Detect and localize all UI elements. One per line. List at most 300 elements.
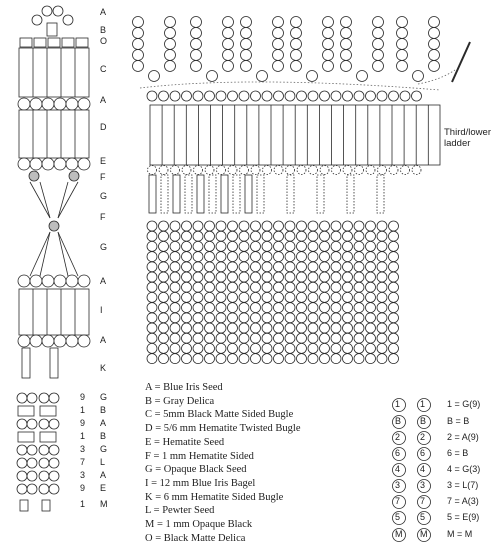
netting-bead: [354, 241, 364, 251]
netting-bead: [274, 272, 284, 282]
key-equivalence: B = B: [447, 416, 470, 426]
netting-bead: [331, 343, 341, 353]
netting-bead: [239, 282, 249, 292]
loop-bead: [273, 39, 284, 50]
thread: [58, 232, 78, 276]
netting-bead: [193, 282, 203, 292]
netting-bead: [147, 303, 157, 313]
netting-bead: [343, 303, 353, 313]
loop-bead: [341, 28, 352, 39]
loop-bead: [165, 61, 176, 72]
netting-bead: [331, 282, 341, 292]
dotted-bead: [274, 166, 283, 175]
seed-bead-a: [78, 275, 90, 287]
netting-bead: [228, 221, 238, 231]
fringe-bead: [39, 484, 49, 494]
fringe-count: 1: [80, 405, 86, 415]
loop-bead: [241, 28, 252, 39]
fringe-count: 3: [80, 444, 86, 454]
dotted-bead: [378, 166, 387, 175]
netting-bead: [297, 303, 307, 313]
netting-bead: [228, 241, 238, 251]
netting-bead: [308, 343, 318, 353]
hanging-bugle: [347, 175, 354, 213]
thread: [30, 182, 50, 218]
netting-bead: [297, 262, 307, 272]
hanging-bugle: [173, 175, 180, 213]
netting-bead: [193, 241, 203, 251]
loop-bead: [191, 17, 202, 28]
netting-bead: [308, 262, 318, 272]
dotted-bead: [228, 166, 237, 175]
netting-bead: [205, 323, 215, 333]
netting-bead: [205, 241, 215, 251]
netting-bead: [170, 282, 180, 292]
netting-bead: [389, 333, 399, 343]
netting-bead: [354, 262, 364, 272]
dotted-bead: [171, 166, 180, 175]
netting-bead: [354, 292, 364, 302]
dotted-bead: [148, 166, 157, 175]
netting-bead: [366, 262, 376, 272]
ladder-seed-top: [308, 91, 318, 101]
top-bead: [63, 15, 73, 25]
netting-bead: [274, 313, 284, 323]
seed-bead-a: [66, 275, 78, 287]
netting-bead: [170, 303, 180, 313]
thread: [40, 232, 50, 276]
netting-bead: [320, 313, 330, 323]
key-bead-label: 6: [420, 448, 426, 458]
legend-entry: K = 6 mm Hematite Sided Bugle: [145, 491, 284, 503]
netting-bead: [159, 303, 169, 313]
hanging-bugle: [287, 175, 294, 213]
loop-bead: [133, 17, 144, 28]
dotted-bead: [412, 166, 421, 175]
netting-bead: [285, 354, 295, 364]
netting-bead: [147, 282, 157, 292]
fringe-bead-code: G: [100, 392, 108, 402]
seed-bead-a: [78, 335, 90, 347]
netting-bead: [285, 313, 295, 323]
section-label: F: [100, 212, 106, 222]
section-label: I: [100, 305, 103, 315]
dotted-bead: [194, 166, 203, 175]
netting-bead: [354, 282, 364, 292]
fringe-bead: [39, 458, 49, 468]
netting-bead: [285, 343, 295, 353]
netting-bead: [239, 354, 249, 364]
fringe-bead: [17, 419, 27, 429]
dotted-bead: [355, 166, 364, 175]
fringe-bead: [49, 393, 59, 403]
loop-bead: [373, 17, 384, 28]
netting-bead: [205, 354, 215, 364]
fringe-bead: [17, 471, 27, 481]
section-c-frame: [19, 48, 89, 97]
dotted-bead: [343, 166, 352, 175]
netting-bead: [389, 252, 399, 262]
netting-bead: [159, 272, 169, 282]
netting-bead: [262, 262, 272, 272]
seed-bead-a: [66, 98, 78, 110]
netting-bead: [343, 323, 353, 333]
netting-bead: [182, 282, 192, 292]
netting-bead: [251, 313, 261, 323]
loop-bead: [341, 17, 352, 28]
fringe-bead: [39, 393, 49, 403]
netting-bead: [297, 292, 307, 302]
netting-bead: [251, 221, 261, 231]
netting-bead: [170, 313, 180, 323]
netting-bead: [389, 354, 399, 364]
loop-bead: [323, 50, 334, 61]
netting-bead: [354, 272, 364, 282]
fringe-bead: [39, 445, 49, 455]
key-bead-label: 7: [420, 496, 426, 506]
netting-bead: [251, 343, 261, 353]
netting-bead: [308, 272, 318, 282]
loop-bead: [397, 50, 408, 61]
netting-bead: [147, 354, 157, 364]
loop-bead: [273, 17, 284, 28]
loop-bead: [191, 61, 202, 72]
loop-bead: [291, 28, 302, 39]
netting-bead: [274, 292, 284, 302]
netting-bead: [193, 221, 203, 231]
netting-bead: [285, 272, 295, 282]
netting-bead: [251, 272, 261, 282]
loop-bead: [191, 50, 202, 61]
netting-bead: [147, 292, 157, 302]
seed-bead-a: [54, 275, 66, 287]
loop-bead: [133, 28, 144, 39]
netting-bead: [159, 241, 169, 251]
netting-bead: [193, 343, 203, 353]
key-equivalence: 7 = A(3): [447, 496, 479, 506]
netting-bead: [285, 303, 295, 313]
loop-bead: [191, 39, 202, 50]
netting-bead: [366, 221, 376, 231]
netting-bead: [366, 252, 376, 262]
loop-bead: [241, 17, 252, 28]
netting-bead: [216, 343, 226, 353]
netting-bead: [182, 241, 192, 251]
netting-bead: [308, 282, 318, 292]
section-label: C: [100, 64, 107, 74]
netting-bead: [320, 241, 330, 251]
netting-bead: [147, 221, 157, 231]
netting-bead: [262, 221, 272, 231]
netting-bead: [170, 292, 180, 302]
netting-bead: [170, 262, 180, 272]
hanging-bugle: [209, 175, 216, 213]
netting-bead: [170, 241, 180, 251]
netting-bead: [147, 272, 157, 282]
netting-bead: [274, 221, 284, 231]
netting-bead: [285, 323, 295, 333]
fringe-bead: [17, 445, 27, 455]
netting-bead: [297, 333, 307, 343]
fringe-count-row: [80, 484, 106, 493]
netting-bead: [262, 323, 272, 333]
delica-b: [48, 38, 60, 47]
ladder-seed-top: [262, 91, 272, 101]
key-equivalence: 4 = G(3): [447, 464, 481, 474]
ladder-seed-top: [182, 91, 192, 101]
netting-bead: [205, 252, 215, 262]
netting-bead: [389, 262, 399, 272]
netting-bead: [216, 241, 226, 251]
top-bead: [42, 6, 52, 16]
key-bead-label: 6: [395, 448, 401, 458]
netting-bead: [285, 262, 295, 272]
netting-bead: [343, 231, 353, 241]
netting-bead: [320, 292, 330, 302]
ladder-seed-top: [320, 91, 330, 101]
shaded-bead-f: [49, 221, 59, 231]
top-bead: [32, 15, 42, 25]
section-d-frame: [19, 110, 89, 158]
key-bead-label: 2: [420, 432, 426, 442]
loop-bead: [397, 39, 408, 50]
netting-bead: [239, 241, 249, 251]
netting-bead: [228, 313, 238, 323]
loop-bead: [273, 28, 284, 39]
netting-bead: [308, 221, 318, 231]
netting-bead: [285, 241, 295, 251]
netting-bead: [377, 323, 387, 333]
netting-bead: [193, 231, 203, 241]
top-bead: [53, 6, 63, 16]
key-bead-label: M: [395, 529, 403, 539]
seed-bead-a: [66, 335, 78, 347]
netting-bead: [366, 303, 376, 313]
seed-bead-a: [42, 98, 54, 110]
ladder-seed-top: [400, 91, 410, 101]
netting-bead: [147, 323, 157, 333]
dotted-bead: [205, 166, 214, 175]
section-i-frame: [19, 289, 89, 335]
netting-bead: [147, 313, 157, 323]
fringe-count-row: [80, 393, 107, 402]
netting-bead: [343, 292, 353, 302]
netting-bead: [205, 282, 215, 292]
dotted-bead: [217, 166, 226, 175]
netting-bead: [389, 221, 399, 231]
seed-bead-a: [30, 275, 42, 287]
netting-bead: [159, 282, 169, 292]
netting-bead: [366, 354, 376, 364]
netting-bead: [297, 272, 307, 282]
netting-bead: [228, 323, 238, 333]
netting-bead: [193, 262, 203, 272]
netting-bead: [182, 262, 192, 272]
needle: [452, 42, 470, 82]
legend-entry: M = 1 mm Opaque Black: [145, 519, 253, 530]
ladder-seed-top: [343, 91, 353, 101]
netting-bead: [216, 262, 226, 272]
netting-bead: [182, 333, 192, 343]
netting-bead: [331, 262, 341, 272]
seed-bead-e: [78, 158, 90, 170]
section-label: G: [100, 242, 108, 252]
fringe-count: 3: [80, 470, 86, 480]
key-bead-label: 5: [420, 512, 426, 522]
fringe-bead: [27, 484, 37, 494]
netting-bead: [193, 303, 203, 313]
netting-bead: [262, 313, 272, 323]
netting-bead: [366, 343, 376, 353]
shaded-bead-f: [29, 171, 39, 181]
netting-bead: [182, 252, 192, 262]
netting-bead: [320, 221, 330, 231]
netting-bead: [297, 241, 307, 251]
loop-bead: [241, 50, 252, 61]
thread: [40, 182, 50, 218]
loop-bead: [273, 61, 284, 72]
netting-bead: [262, 354, 272, 364]
dotted-bead: [320, 166, 329, 175]
netting-bead: [274, 252, 284, 262]
ladder-seed-top: [366, 91, 376, 101]
fringe-count: 7: [80, 457, 86, 467]
loop-bead-bottom: [357, 71, 368, 82]
netting-bead: [331, 252, 341, 262]
netting-bead: [297, 252, 307, 262]
netting-bead: [251, 323, 261, 333]
hanging-bugle: [185, 175, 192, 213]
delica-b: [62, 38, 74, 47]
netting-bead: [159, 354, 169, 364]
netting-bead: [182, 221, 192, 231]
loop-bead: [223, 39, 234, 50]
netting-bead: [159, 252, 169, 262]
netting-bead: [170, 272, 180, 282]
netting-bead: [262, 343, 272, 353]
loop-bead: [273, 50, 284, 61]
key-equivalence: 5 = E(9): [447, 512, 480, 522]
dotted-bead: [309, 166, 318, 175]
netting-bead: [331, 231, 341, 241]
netting-bead: [308, 303, 318, 313]
netting-bead: [147, 333, 157, 343]
seed-bead-a: [42, 275, 54, 287]
seed-bead-e: [66, 158, 78, 170]
key-bead-label: 4: [395, 464, 401, 474]
netting-bead: [182, 313, 192, 323]
netting-bead: [228, 272, 238, 282]
netting-bead: [239, 221, 249, 231]
loop-bead: [133, 50, 144, 61]
section-label: K: [100, 363, 107, 373]
dotted-bead: [159, 166, 168, 175]
legend-entry: E = Hematite Seed: [145, 436, 225, 448]
seed-bead-a: [18, 98, 30, 110]
loop-bead: [165, 50, 176, 61]
legend-entry: D = 5/6 mm Hematite Twisted Bugle: [145, 423, 301, 435]
fringe-bead: [27, 445, 37, 455]
key-bead-label: 2: [395, 432, 401, 442]
netting-bead: [262, 231, 272, 241]
seed-bead-a: [18, 275, 30, 287]
netting-bead: [377, 282, 387, 292]
ladder-seed-top: [412, 91, 422, 101]
ladder-seed-top: [216, 91, 226, 101]
netting-bead: [216, 354, 226, 364]
netting-bead: [274, 323, 284, 333]
loop-bead: [165, 39, 176, 50]
fringe-count-row: [80, 500, 108, 509]
loop-bead: [429, 61, 440, 72]
loop-bead: [429, 28, 440, 39]
netting-bead: [216, 272, 226, 282]
netting-bead: [159, 231, 169, 241]
netting-bead: [147, 262, 157, 272]
netting-bead: [239, 262, 249, 272]
netting-bead: [389, 313, 399, 323]
ladder-seed-top: [377, 91, 387, 101]
netting-bead: [331, 292, 341, 302]
fringe-delica: [40, 406, 56, 416]
loop-bead: [291, 61, 302, 72]
fringe-end: [42, 500, 50, 511]
legend-entry: C = 5mm Black Matte Sided Bugle: [145, 409, 294, 421]
key-equivalence: M = M: [447, 529, 473, 539]
hanging-bugle: [257, 175, 264, 213]
netting-bead: [147, 241, 157, 251]
netting-bead: [239, 313, 249, 323]
netting-bead: [182, 343, 192, 353]
netting-bead: [331, 272, 341, 282]
netting-bead: [297, 343, 307, 353]
key-bead-label: 3: [420, 480, 426, 490]
netting-bead: [285, 221, 295, 231]
legend-entry: B = Gray Delica: [145, 395, 215, 407]
loop-bead: [341, 39, 352, 50]
netting-bead: [182, 231, 192, 241]
key-equivalence: 6 = B: [447, 448, 469, 458]
fringe-count-row: [80, 445, 107, 454]
netting-bead: [366, 231, 376, 241]
key-bead-label: B: [395, 416, 402, 426]
key-bead-label: M: [420, 529, 428, 539]
fringe-delica: [18, 432, 34, 442]
netting-bead: [308, 313, 318, 323]
seed-bead-a: [30, 335, 42, 347]
key-bead-label: 4: [420, 464, 426, 474]
fringe-bead: [17, 484, 27, 494]
thread: [30, 232, 50, 276]
fringe-bead-code: A: [100, 470, 107, 480]
ladder-seed-top: [205, 91, 215, 101]
netting-bead: [343, 221, 353, 231]
netting-bead: [343, 333, 353, 343]
netting-bead: [159, 313, 169, 323]
netting-bead: [366, 272, 376, 282]
section-label: A: [100, 335, 107, 345]
netting-bead: [354, 354, 364, 364]
thread: [58, 182, 68, 218]
section-label: F: [100, 172, 106, 182]
netting-bead: [193, 292, 203, 302]
hanging-bugle: [197, 175, 204, 213]
thread: [58, 182, 78, 218]
netting-bead: [193, 333, 203, 343]
netting-bead: [354, 252, 364, 262]
fringe-count-row: [80, 471, 106, 480]
netting-bead: [239, 252, 249, 262]
